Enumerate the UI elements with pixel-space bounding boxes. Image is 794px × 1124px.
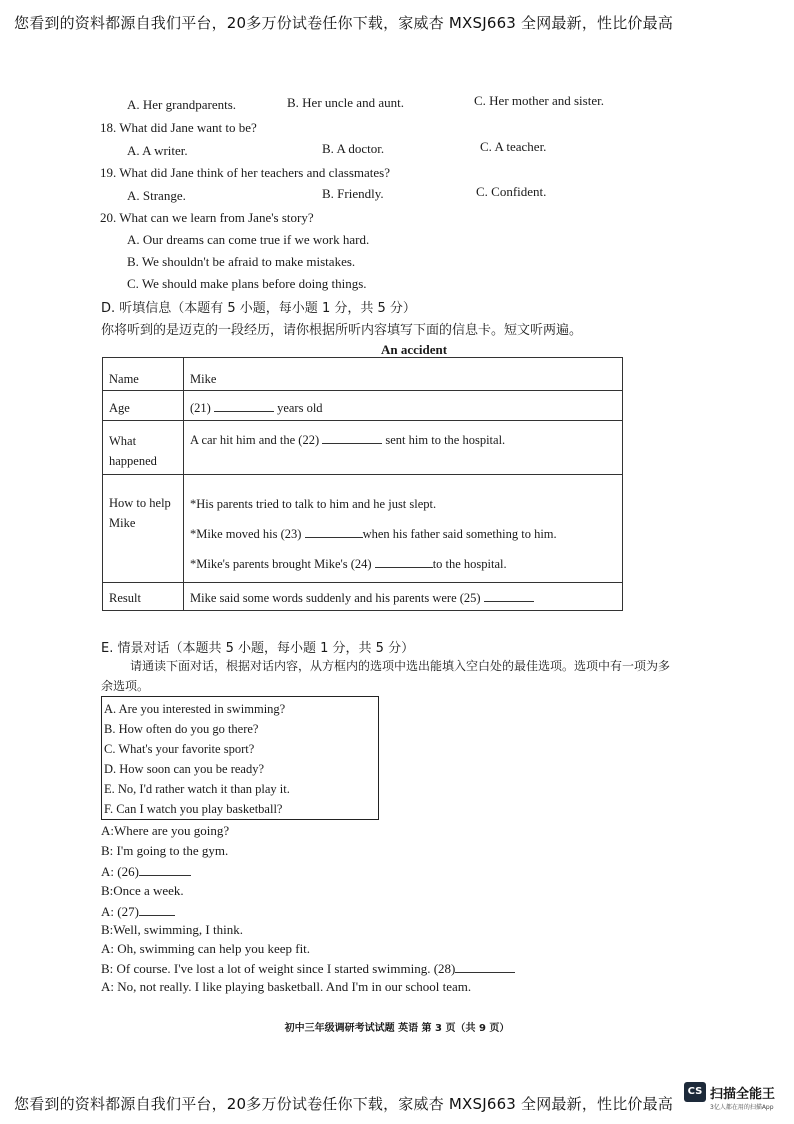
section-e-instruction-2: 余选项。 — [101, 679, 150, 693]
row-value-age — [184, 391, 623, 421]
row-label-age: Age — [103, 391, 184, 421]
option-e: E. No, I'd rather watch it than play it. — [104, 782, 290, 796]
row-value-what-happened — [184, 421, 623, 475]
blank-21[interactable] — [214, 399, 274, 412]
section-d-instruction: 你将听到的是迈克的一段经历，请你根据所听内容填写下面的信息卡。短文听两遍。 — [101, 323, 583, 338]
row-label-what-happened: What happened — [103, 421, 184, 475]
blank-28[interactable] — [455, 960, 515, 973]
cs-logo-icon: CS — [684, 1082, 706, 1102]
option-a: A. Are you interested in swimming? — [104, 702, 286, 716]
dialogue-line-3 — [101, 863, 191, 880]
row-value-result — [184, 583, 623, 611]
blank-23[interactable] — [305, 525, 363, 538]
section-e-heading: E. 情景对话（本题共 5 小题，每小题 1 分，共 5 分） — [101, 641, 415, 656]
options-box — [101, 696, 379, 820]
q20-stem: 20. What can we learn from Jane's story? — [100, 210, 314, 225]
bottom-banner: 您看到的资料都源自我们平台，20多万份试卷任你下载，家威杏 MXSJ663 全网最新，性比价最高 — [14, 1095, 674, 1113]
section-e-instruction-1: 请通读下面对话，根据对话内容，从方框内的选项中选出能填入空白处的最佳选项。选项中有一项为多 — [130, 659, 671, 673]
blank-25[interactable] — [484, 589, 534, 602]
row-value-name: Mike — [184, 358, 623, 391]
dialogue-line-7: A: Oh, swimming can help you keep fit. — [101, 941, 311, 956]
q19-option-a: A. Strange. — [127, 188, 186, 203]
dialogue-line-8 — [101, 960, 515, 977]
q20-option-c: C. We should make plans before doing things. — [127, 276, 367, 291]
q19-option-b: B. Friendly. — [322, 186, 384, 201]
section-d-heading: D. 听填信息（本题有 5 小题，每小题 1 分，共 5 分） — [101, 301, 416, 316]
q19-stem: 19. What did Jane think of her teachers and classmates? — [100, 165, 390, 180]
blank-23-prefix: *Mike moved his (23) — [190, 527, 305, 541]
q19-option-c: C. Confident. — [476, 184, 547, 199]
help-line-1: *His parents tried to talk to him and he just slept. — [190, 497, 437, 511]
dialogue-line-9: A: No, not really. I like playing basketball. And I'm in our school team. — [101, 979, 472, 994]
blank-21-prefix: (21) — [190, 401, 214, 415]
dialogue-line-4: B:Once a week. — [101, 883, 184, 898]
q18-stem: 18. What did Jane want to be? — [100, 120, 257, 135]
dialogue-line-5 — [101, 903, 175, 920]
blank-22[interactable] — [322, 431, 382, 444]
dialogue-line-3-text: A: (26) — [101, 864, 139, 879]
dialogue-line-6: B:Well, swimming, I think. — [101, 922, 243, 937]
blank-27[interactable] — [139, 903, 175, 916]
row-value-how-to-help — [184, 475, 623, 583]
blank-25-prefix: Mike said some words suddenly and his parents were (25) — [190, 591, 484, 605]
blank-24-prefix: *Mike's parents brought Mike's (24) — [190, 557, 375, 571]
row-label-name: Name — [103, 358, 184, 391]
row-label-how-to-help: How to help Mike — [103, 475, 184, 583]
q20-option-a: A. Our dreams can come true if we work hard. — [127, 232, 370, 247]
page-footer: 初中三年级调研考试试题 英语 第 3 页（共 9 页） — [284, 1023, 510, 1034]
help-line-2 — [190, 519, 616, 549]
info-card-table — [102, 357, 623, 611]
option-b: B. How often do you go there? — [104, 722, 259, 736]
q18-option-a: A. A writer. — [127, 143, 188, 158]
logo-name: 扫描全能王 — [710, 1087, 776, 1102]
blank-24-suffix: to the hospital. — [432, 557, 507, 571]
blank-22-prefix: A car hit him and the (22) — [190, 433, 323, 447]
q18-option-c: C. A teacher. — [480, 139, 547, 154]
option-f: F. Can I watch you play basketball? — [104, 802, 283, 816]
blank-26[interactable] — [139, 863, 191, 876]
info-card-title: An accident — [381, 342, 448, 357]
q20-option-b: B. We shouldn't be afraid to make mistakes. — [127, 254, 356, 269]
scanner-logo — [684, 1082, 784, 1114]
blank-23-suffix: when his father said something to him. — [362, 527, 557, 541]
option-c: C. What's your favorite sport? — [104, 742, 255, 756]
dialogue-line-8-text: B: Of course. I've lost a lot of weight since I started swimming. (28) — [101, 961, 456, 976]
logo-tagline: 3亿人都在用的扫描App — [710, 1104, 774, 1111]
q17-option-b: B. Her uncle and aunt. — [287, 95, 404, 110]
dialogue-line-2: B: I'm going to the gym. — [101, 843, 229, 858]
option-d: D. How soon can you be ready? — [104, 762, 265, 776]
q17-option-a: A. Her grandparents. — [127, 97, 237, 112]
top-banner: 您看到的资料都源自我们平台，20多万份试卷任你下载，家威杏 MXSJ663 全网最新，性比价最高 — [14, 14, 674, 32]
q17-option-c: C. Her mother and sister. — [474, 93, 604, 108]
row-label-result: Result — [103, 583, 184, 611]
blank-21-suffix: years old — [273, 401, 323, 415]
help-line-3 — [190, 549, 616, 579]
q18-option-b: B. A doctor. — [322, 141, 385, 156]
dialogue-line-5-text: A: (27) — [101, 904, 139, 919]
dialogue-line-1: A:Where are you going? — [101, 823, 230, 838]
blank-24[interactable] — [375, 555, 433, 568]
blank-22-suffix: sent him to the hospital. — [382, 433, 506, 447]
